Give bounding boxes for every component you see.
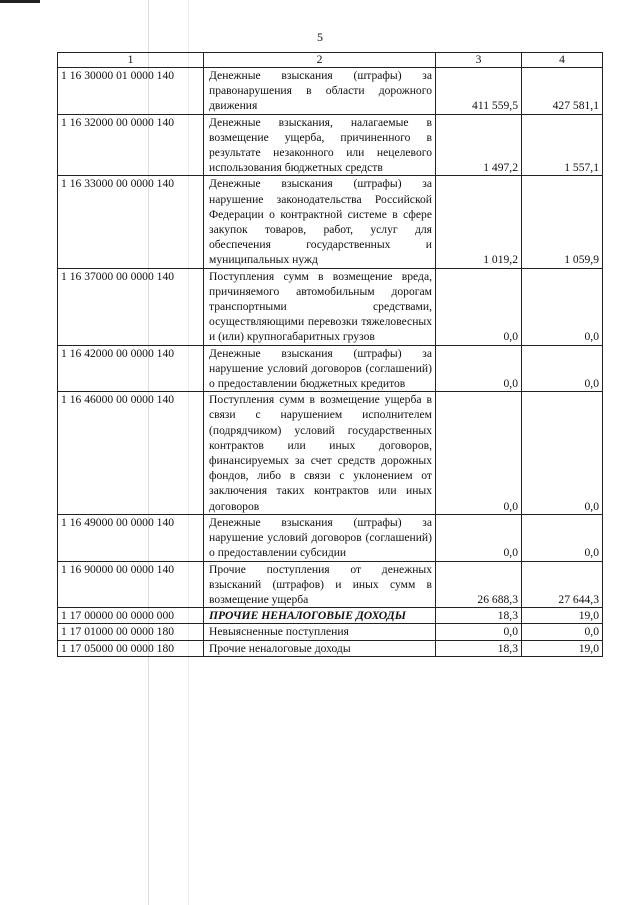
value-col-3-cell: 26 688,3 (436, 561, 522, 608)
value-col-3-cell: 1 019,2 (436, 176, 522, 268)
value-col-4-cell: 0,0 (522, 392, 603, 515)
value-col-3-cell: 0,0 (436, 514, 522, 561)
description-cell: Поступления сумм в возмещение вреда, причиняемого автомобильным дорогам транспортными средствами, осуществляющими перевозки тяжеловесных и (или) крупногабаритных грузов (204, 268, 436, 345)
header-col-1: 1 (58, 53, 204, 68)
code-cell: 1 17 00000 00 0000 000 (58, 608, 204, 624)
table-row (58, 561, 603, 608)
code-cell: 1 16 32000 00 0000 140 (58, 114, 204, 176)
code-cell: 1 17 05000 00 0000 180 (58, 640, 204, 656)
table-row (58, 345, 603, 392)
value-col-4-cell: 0,0 (522, 345, 603, 392)
value-col-3-cell: 411 559,5 (436, 68, 522, 115)
value-col-4-cell: 0,0 (522, 514, 603, 561)
header-col-3: 3 (436, 53, 522, 68)
value-col-4-cell: 1 059,9 (522, 176, 603, 268)
code-cell: 1 17 01000 00 0000 180 (58, 624, 204, 640)
code-cell: 1 16 33000 00 0000 140 (58, 176, 204, 268)
description-cell: Денежные взыскания (штрафы) за нарушение условий договоров (соглашений) о предоставлении субсидии (204, 514, 436, 561)
table-row (58, 392, 603, 515)
value-col-3-cell: 0,0 (436, 624, 522, 640)
value-col-4-cell: 27 644,3 (522, 561, 603, 608)
value-col-4-cell: 0,0 (522, 268, 603, 345)
description-cell: Денежные взыскания (штрафы) за нарушение условий договоров (соглашений) о предоставлении бюджетных кредитов (204, 345, 436, 392)
table-row (58, 114, 603, 176)
value-col-4-cell: 1 557,1 (522, 114, 603, 176)
code-cell: 1 16 49000 00 0000 140 (58, 514, 204, 561)
table-row (58, 268, 603, 345)
description-cell: ПРОЧИЕ НЕНАЛОГОВЫЕ ДОХОДЫ (204, 608, 436, 624)
value-col-4-cell: 19,0 (522, 640, 603, 656)
table-row (58, 640, 603, 656)
description-cell: Денежные взыскания (штрафы) за правонарушения в области дорожного движения (204, 68, 436, 115)
value-col-3-cell: 18,3 (436, 640, 522, 656)
value-col-3-cell: 18,3 (436, 608, 522, 624)
code-cell: 1 16 46000 00 0000 140 (58, 392, 204, 515)
code-cell: 1 16 37000 00 0000 140 (58, 268, 204, 345)
header-col-2: 2 (204, 53, 436, 68)
description-cell: Невыясненные поступления (204, 624, 436, 640)
value-col-3-cell: 0,0 (436, 268, 522, 345)
table-row (58, 514, 603, 561)
value-col-3-cell: 0,0 (436, 345, 522, 392)
value-col-4-cell: 0,0 (522, 624, 603, 640)
code-cell: 1 16 30000 01 0000 140 (58, 68, 204, 115)
value-col-4-cell: 19,0 (522, 608, 603, 624)
table-row (58, 176, 603, 268)
value-col-3-cell: 0,0 (436, 392, 522, 515)
description-cell: Прочие неналоговые доходы (204, 640, 436, 656)
page-number: 5 (317, 30, 323, 44)
value-col-3-cell: 1 497,2 (436, 114, 522, 176)
description-cell: Прочие поступления от денежных взысканий (штрафов) и иных сумм в возмещение ущерба (204, 561, 436, 608)
table-row (58, 624, 603, 640)
code-cell: 1 16 90000 00 0000 140 (58, 561, 204, 608)
code-cell: 1 16 42000 00 0000 140 (58, 345, 204, 392)
description-cell: Денежные взыскания (штрафы) за нарушение законодательства Российской Федерации о контрактной системе в сфере закупок товаров, работ, услуг для обеспечения государственных и муниципальных нужд (204, 176, 436, 268)
description-cell: Поступления сумм в возмещение ущерба в связи с нарушением исполнителем (подрядчиком) условий государственных контрактов или иных договоров, финансируемых за счет средств дорожных фондов, либо в связи с уклонением от заключения таких контрактов или иных договоров (204, 392, 436, 515)
revenue-table-container (57, 52, 602, 657)
table-row (58, 608, 603, 624)
header-col-4: 4 (522, 53, 603, 68)
table-row (58, 68, 603, 115)
table-header-row (58, 53, 603, 68)
revenue-table (57, 52, 603, 657)
description-cell: Денежные взыскания, налагаемые в возмещение ущерба, причиненного в результате незаконного или нецелевого использования бюджетных средств (204, 114, 436, 176)
scan-corner-mark (0, 0, 40, 3)
value-col-4-cell: 427 581,1 (522, 68, 603, 115)
